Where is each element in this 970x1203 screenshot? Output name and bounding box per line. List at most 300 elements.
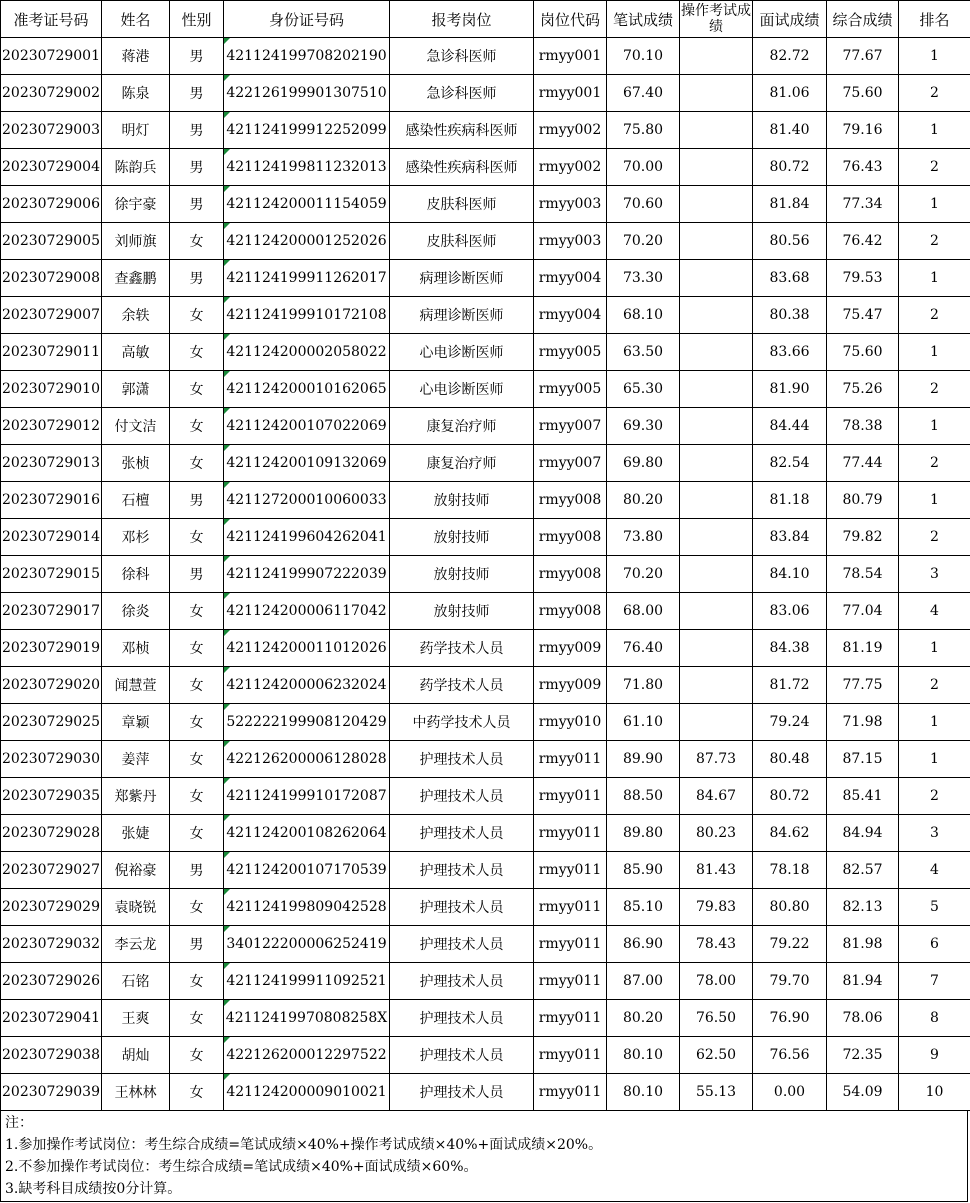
cell-gender: 女: [170, 704, 224, 741]
cell-practical-score: [680, 371, 753, 408]
cell-exam-id: 20230729032: [1, 926, 102, 963]
cell-exam-id: 20230729025: [1, 704, 102, 741]
cell-gender: 女: [170, 1074, 224, 1111]
cell-practical-score: [680, 75, 753, 112]
cell-position-code: rmyy001: [534, 38, 607, 75]
cell-name: 闻慧萱: [102, 667, 170, 704]
cell-position-code: rmyy011: [534, 1037, 607, 1074]
cell-practical-score: 55.13: [680, 1074, 753, 1111]
cell-interview-score: 82.54: [753, 445, 827, 482]
cell-position: 护理技术人员: [390, 1037, 534, 1074]
cell-gender: 女: [170, 963, 224, 1000]
cell-total-score: 72.35: [827, 1037, 899, 1074]
table-row: [1, 1000, 970, 1037]
cell-gender: 男: [170, 112, 224, 149]
cell-id-card: 422126200006128028: [224, 741, 390, 778]
cell-position-code: rmyy004: [534, 297, 607, 334]
cell-practical-score: [680, 38, 753, 75]
cell-written-score: 73.30: [607, 260, 680, 297]
cell-id-card: 421124200011154059: [224, 186, 390, 223]
cell-total-score: 82.13: [827, 889, 899, 926]
cell-written-score: 70.20: [607, 556, 680, 593]
cell-name: 袁晓锐: [102, 889, 170, 926]
cell-total-score: 75.60: [827, 334, 899, 371]
header-gender: 性别: [170, 1, 224, 38]
cell-exam-id: 20230729011: [1, 334, 102, 371]
cell-gender: 女: [170, 667, 224, 704]
table-row: [1, 149, 970, 186]
cell-position-code: rmyy002: [534, 149, 607, 186]
cell-position: 护理技术人员: [390, 741, 534, 778]
cell-written-score: 70.10: [607, 38, 680, 75]
cell-position: 护理技术人员: [390, 815, 534, 852]
cell-name: 石檀: [102, 482, 170, 519]
table-row: [1, 1037, 970, 1074]
header-row: [1, 1, 970, 38]
cell-position-code: rmyy005: [534, 371, 607, 408]
cell-position-code: rmyy007: [534, 445, 607, 482]
cell-practical-score: [680, 186, 753, 223]
note-line-3: 3.缺考科目成绩按0分计算。: [5, 1181, 182, 1197]
table-row: [1, 963, 970, 1000]
cell-rank: 6: [899, 926, 970, 963]
cell-gender: 男: [170, 75, 224, 112]
cell-exam-id: 20230729026: [1, 963, 102, 1000]
cell-position-code: rmyy008: [534, 556, 607, 593]
cell-exam-id: 20230729002: [1, 75, 102, 112]
cell-rank: 3: [899, 815, 970, 852]
cell-practical-score: 80.23: [680, 815, 753, 852]
table-row: [1, 704, 970, 741]
cell-position-code: rmyy003: [534, 223, 607, 260]
cell-practical-score: 62.50: [680, 1037, 753, 1074]
cell-position-code: rmyy011: [534, 963, 607, 1000]
cell-written-score: 70.00: [607, 149, 680, 186]
cell-interview-score: 76.56: [753, 1037, 827, 1074]
cell-position-code: rmyy001: [534, 75, 607, 112]
cell-id-card: 421124199604262041: [224, 519, 390, 556]
cell-total-score: 81.94: [827, 963, 899, 1000]
cell-rank: 4: [899, 593, 970, 630]
cell-gender: 女: [170, 408, 224, 445]
cell-id-card: 421124200107022069: [224, 408, 390, 445]
cell-rank: 2: [899, 445, 970, 482]
notes-section: [0, 1110, 968, 1202]
cell-exam-id: 20230729038: [1, 1037, 102, 1074]
cell-interview-score: 83.68: [753, 260, 827, 297]
cell-gender: 男: [170, 926, 224, 963]
cell-gender: 女: [170, 445, 224, 482]
cell-position: 病理诊断医师: [390, 297, 534, 334]
cell-exam-id: 20230729016: [1, 482, 102, 519]
cell-exam-id: 20230729019: [1, 630, 102, 667]
cell-id-card: 421124199809042528: [224, 889, 390, 926]
cell-written-score: 87.00: [607, 963, 680, 1000]
cell-name: 徐宇豪: [102, 186, 170, 223]
cell-name: 高敏: [102, 334, 170, 371]
cell-interview-score: 84.44: [753, 408, 827, 445]
cell-position: 康复治疗师: [390, 445, 534, 482]
cell-total-score: 75.47: [827, 297, 899, 334]
cell-position-code: rmyy002: [534, 112, 607, 149]
cell-written-score: 85.90: [607, 852, 680, 889]
cell-interview-score: 80.56: [753, 223, 827, 260]
cell-interview-score: 81.90: [753, 371, 827, 408]
table-row: [1, 778, 970, 815]
cell-exam-id: 20230729012: [1, 408, 102, 445]
cell-practical-score: [680, 260, 753, 297]
cell-interview-score: 84.38: [753, 630, 827, 667]
cell-total-score: 81.98: [827, 926, 899, 963]
table-row: [1, 1074, 970, 1111]
cell-total-score: 54.09: [827, 1074, 899, 1111]
cell-id-card: 340122200006252419: [224, 926, 390, 963]
cell-practical-score: [680, 112, 753, 149]
cell-id-card: 421124200002058022: [224, 334, 390, 371]
cell-practical-score: [680, 556, 753, 593]
cell-position: 放射技师: [390, 593, 534, 630]
cell-exam-id: 20230729001: [1, 38, 102, 75]
cell-name: 陈韵兵: [102, 149, 170, 186]
cell-name: 郑紫丹: [102, 778, 170, 815]
cell-id-card: 421124199911092521: [224, 963, 390, 1000]
cell-written-score: 65.30: [607, 371, 680, 408]
cell-total-score: 76.43: [827, 149, 899, 186]
table-row: [1, 260, 970, 297]
table-row: [1, 593, 970, 630]
cell-rank: 2: [899, 223, 970, 260]
table-row: [1, 38, 970, 75]
cell-name: 徐炎: [102, 593, 170, 630]
cell-position-code: rmyy008: [534, 482, 607, 519]
cell-position-code: rmyy004: [534, 260, 607, 297]
cell-rank: 10: [899, 1074, 970, 1111]
cell-total-score: 78.38: [827, 408, 899, 445]
cell-gender: 男: [170, 149, 224, 186]
cell-gender: 男: [170, 38, 224, 75]
cell-gender: 女: [170, 519, 224, 556]
cell-total-score: 85.41: [827, 778, 899, 815]
cell-position-code: rmyy011: [534, 1074, 607, 1111]
cell-rank: 4: [899, 852, 970, 889]
cell-written-score: 70.60: [607, 186, 680, 223]
cell-position-code: rmyy005: [534, 334, 607, 371]
cell-gender: 女: [170, 223, 224, 260]
table-row: [1, 186, 970, 223]
cell-exam-id: 20230729013: [1, 445, 102, 482]
cell-position-code: rmyy011: [534, 852, 607, 889]
cell-rank: 2: [899, 297, 970, 334]
cell-interview-score: 81.40: [753, 112, 827, 149]
cell-position-code: rmyy011: [534, 815, 607, 852]
table-body: [1, 38, 970, 1111]
cell-position: 中药学技术人员: [390, 704, 534, 741]
table-row: [1, 889, 970, 926]
cell-position: 护理技术人员: [390, 889, 534, 926]
cell-name: 王林林: [102, 1074, 170, 1111]
header-written-score: 笔试成绩: [607, 1, 680, 38]
cell-position: 护理技术人员: [390, 778, 534, 815]
cell-position-code: rmyy011: [534, 741, 607, 778]
cell-gender: 女: [170, 593, 224, 630]
cell-id-card: 422126199901307510: [224, 75, 390, 112]
cell-position: 感染性疾病科医师: [390, 112, 534, 149]
cell-name: 邓桢: [102, 630, 170, 667]
cell-interview-score: 79.22: [753, 926, 827, 963]
cell-exam-id: 20230729041: [1, 1000, 102, 1037]
table-row: [1, 75, 970, 112]
cell-id-card: 421124199811232013: [224, 149, 390, 186]
cell-name: 陈泉: [102, 75, 170, 112]
cell-id-card: 421124199910172108: [224, 297, 390, 334]
cell-position-code: rmyy011: [534, 778, 607, 815]
cell-name: 章颖: [102, 704, 170, 741]
note-line-1: 1.参加操作考试岗位：考生综合成绩=笔试成绩×40%+操作考试成绩×40%+面试成绩×20%。: [5, 1137, 603, 1153]
cell-rank: 1: [899, 260, 970, 297]
cell-rank: 1: [899, 408, 970, 445]
cell-written-score: 80.20: [607, 1000, 680, 1037]
cell-name: 张婕: [102, 815, 170, 852]
cell-position: 放射技师: [390, 519, 534, 556]
cell-position: 护理技术人员: [390, 1000, 534, 1037]
cell-position: 心电诊断医师: [390, 334, 534, 371]
header-exam-id: 准考证号码: [1, 1, 102, 38]
cell-position: 放射技师: [390, 556, 534, 593]
cell-written-score: 80.10: [607, 1074, 680, 1111]
cell-gender: 女: [170, 297, 224, 334]
header-position: 报考岗位: [390, 1, 534, 38]
cell-written-score: 88.50: [607, 778, 680, 815]
cell-rank: 3: [899, 556, 970, 593]
cell-name: 邓杉: [102, 519, 170, 556]
cell-practical-score: 79.83: [680, 889, 753, 926]
cell-interview-score: 80.38: [753, 297, 827, 334]
cell-total-score: 78.06: [827, 1000, 899, 1037]
cell-practical-score: [680, 297, 753, 334]
cell-position: 放射技师: [390, 482, 534, 519]
cell-gender: 女: [170, 815, 224, 852]
cell-written-score: 89.90: [607, 741, 680, 778]
cell-written-score: 76.40: [607, 630, 680, 667]
cell-rank: 1: [899, 186, 970, 223]
cell-practical-score: 81.43: [680, 852, 753, 889]
cell-practical-score: [680, 334, 753, 371]
cell-interview-score: 81.06: [753, 75, 827, 112]
cell-id-card: 421124199912252099: [224, 112, 390, 149]
cell-name: 余轶: [102, 297, 170, 334]
cell-interview-score: 80.72: [753, 778, 827, 815]
cell-practical-score: [680, 519, 753, 556]
cell-position: 急诊科医师: [390, 38, 534, 75]
cell-rank: 1: [899, 630, 970, 667]
cell-id-card: 421124200109132069: [224, 445, 390, 482]
cell-written-score: 68.10: [607, 297, 680, 334]
cell-position-code: rmyy008: [534, 593, 607, 630]
cell-position-code: rmyy009: [534, 667, 607, 704]
cell-exam-id: 20230729010: [1, 371, 102, 408]
header-total-score: 综合成绩: [827, 1, 899, 38]
cell-id-card: 421124199911262017: [224, 260, 390, 297]
cell-total-score: 81.19: [827, 630, 899, 667]
cell-id-card: 421127200010060033: [224, 482, 390, 519]
cell-gender: 女: [170, 778, 224, 815]
cell-total-score: 79.82: [827, 519, 899, 556]
cell-interview-score: 79.70: [753, 963, 827, 1000]
cell-interview-score: 80.48: [753, 741, 827, 778]
cell-exam-id: 20230729007: [1, 297, 102, 334]
cell-interview-score: 78.18: [753, 852, 827, 889]
cell-exam-id: 20230729015: [1, 556, 102, 593]
header-position-code: 岗位代码: [534, 1, 607, 38]
cell-written-score: 69.80: [607, 445, 680, 482]
cell-exam-id: 20230729030: [1, 741, 102, 778]
cell-total-score: 79.53: [827, 260, 899, 297]
cell-rank: 1: [899, 482, 970, 519]
cell-exam-id: 20230729035: [1, 778, 102, 815]
cell-position: 康复治疗师: [390, 408, 534, 445]
cell-written-score: 69.30: [607, 408, 680, 445]
cell-position-code: rmyy011: [534, 1000, 607, 1037]
table-row: [1, 926, 970, 963]
cell-practical-score: [680, 593, 753, 630]
cell-gender: 男: [170, 482, 224, 519]
cell-position: 心电诊断医师: [390, 371, 534, 408]
cell-rank: 1: [899, 334, 970, 371]
header-name: 姓名: [102, 1, 170, 38]
cell-rank: 7: [899, 963, 970, 1000]
cell-interview-score: 80.72: [753, 149, 827, 186]
table-row: [1, 630, 970, 667]
table-header: [1, 1, 970, 38]
cell-rank: 2: [899, 778, 970, 815]
cell-written-score: 68.00: [607, 593, 680, 630]
cell-position: 病理诊断医师: [390, 260, 534, 297]
cell-position: 急诊科医师: [390, 75, 534, 112]
cell-exam-id: 20230729039: [1, 1074, 102, 1111]
cell-practical-score: 87.73: [680, 741, 753, 778]
cell-interview-score: 84.62: [753, 815, 827, 852]
cell-id-card: 422126200012297522: [224, 1037, 390, 1074]
cell-interview-score: 82.72: [753, 38, 827, 75]
cell-gender: 女: [170, 889, 224, 926]
cell-total-score: 80.79: [827, 482, 899, 519]
cell-rank: 2: [899, 149, 970, 186]
cell-name: 张桢: [102, 445, 170, 482]
cell-name: 倪裕豪: [102, 852, 170, 889]
cell-written-score: 67.40: [607, 75, 680, 112]
cell-position-code: rmyy011: [534, 926, 607, 963]
cell-position: 护理技术人员: [390, 852, 534, 889]
cell-position-code: rmyy010: [534, 704, 607, 741]
cell-rank: 2: [899, 75, 970, 112]
cell-position-code: rmyy011: [534, 889, 607, 926]
header-id-card: 身份证号码: [224, 1, 390, 38]
table-row: [1, 112, 970, 149]
cell-rank: 8: [899, 1000, 970, 1037]
cell-exam-id: 20230729028: [1, 815, 102, 852]
cell-total-score: 77.75: [827, 667, 899, 704]
cell-position: 皮肤科医师: [390, 186, 534, 223]
cell-position: 药学技术人员: [390, 630, 534, 667]
cell-written-score: 80.20: [607, 482, 680, 519]
cell-id-card: 421124200011012026: [224, 630, 390, 667]
table-row: [1, 445, 970, 482]
cell-practical-score: [680, 149, 753, 186]
cell-position: 皮肤科医师: [390, 223, 534, 260]
cell-rank: 2: [899, 667, 970, 704]
cell-exam-id: 20230729017: [1, 593, 102, 630]
cell-interview-score: 83.66: [753, 334, 827, 371]
cell-gender: 女: [170, 1037, 224, 1074]
cell-gender: 女: [170, 334, 224, 371]
table-row: [1, 815, 970, 852]
cell-practical-score: 78.43: [680, 926, 753, 963]
cell-exam-id: 20230729005: [1, 223, 102, 260]
cell-position-code: rmyy009: [534, 630, 607, 667]
cell-id-card: 421124200006232024: [224, 667, 390, 704]
cell-name: 明灯: [102, 112, 170, 149]
table-row: [1, 482, 970, 519]
cell-total-score: 76.42: [827, 223, 899, 260]
cell-total-score: 78.54: [827, 556, 899, 593]
cell-gender: 女: [170, 1000, 224, 1037]
cell-total-score: 77.44: [827, 445, 899, 482]
cell-exam-id: 20230729027: [1, 852, 102, 889]
cell-position: 感染性疾病科医师: [390, 149, 534, 186]
cell-total-score: 77.67: [827, 38, 899, 75]
cell-name: 李云龙: [102, 926, 170, 963]
cell-practical-score: 76.50: [680, 1000, 753, 1037]
note-line-2: 2.不参加操作考试岗位：考生综合成绩=笔试成绩×40%+面试成绩×60%。: [5, 1159, 478, 1175]
table-row: [1, 556, 970, 593]
cell-exam-id: 20230729029: [1, 889, 102, 926]
cell-total-score: 75.60: [827, 75, 899, 112]
cell-name: 付文洁: [102, 408, 170, 445]
table-row: [1, 223, 970, 260]
cell-written-score: 63.50: [607, 334, 680, 371]
cell-written-score: 61.10: [607, 704, 680, 741]
cell-id-card: 421124199708202190: [224, 38, 390, 75]
cell-rank: 9: [899, 1037, 970, 1074]
table-row: [1, 519, 970, 556]
cell-exam-id: 20230729004: [1, 149, 102, 186]
table-row: [1, 371, 970, 408]
cell-rank: 5: [899, 889, 970, 926]
cell-position-code: rmyy003: [534, 186, 607, 223]
cell-gender: 女: [170, 630, 224, 667]
cell-name: 刘师旗: [102, 223, 170, 260]
cell-interview-score: 81.84: [753, 186, 827, 223]
table-row: [1, 408, 970, 445]
cell-position-code: rmyy008: [534, 519, 607, 556]
cell-id-card: 42112419970808258X: [224, 1000, 390, 1037]
cell-id-card: 522222199908120429: [224, 704, 390, 741]
cell-position-code: rmyy007: [534, 408, 607, 445]
cell-name: 查鑫鹏: [102, 260, 170, 297]
cell-interview-score: 81.18: [753, 482, 827, 519]
cell-practical-score: [680, 704, 753, 741]
cell-practical-score: [680, 223, 753, 260]
cell-id-card: 421124200107170539: [224, 852, 390, 889]
cell-interview-score: 83.06: [753, 593, 827, 630]
table-row: [1, 852, 970, 889]
cell-rank: 2: [899, 519, 970, 556]
cell-practical-score: [680, 667, 753, 704]
cell-id-card: 421124200108262064: [224, 815, 390, 852]
header-practical-score: 操作考试成绩: [680, 1, 753, 38]
cell-practical-score: [680, 445, 753, 482]
cell-gender: 男: [170, 556, 224, 593]
